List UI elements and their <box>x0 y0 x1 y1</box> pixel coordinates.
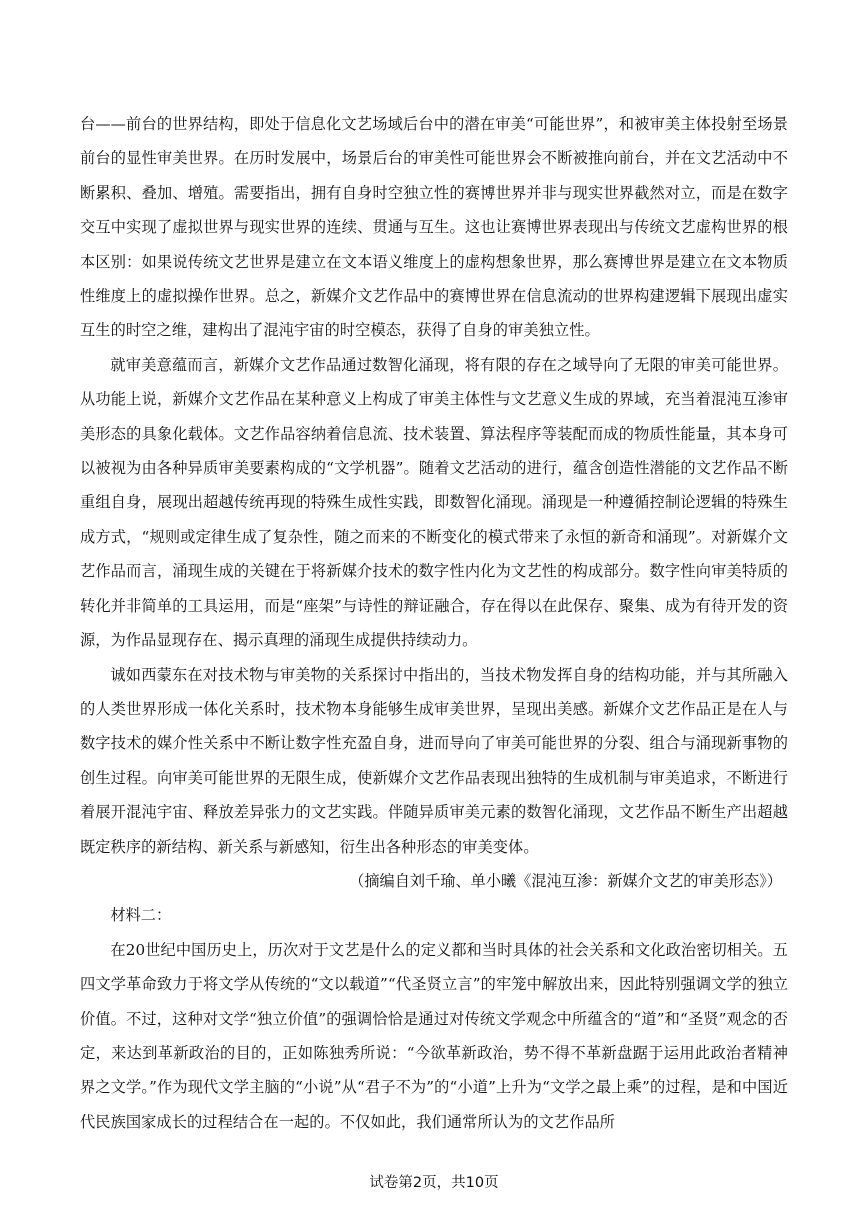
exam-page-body <box>80 107 788 1139</box>
material-two-label: 材料二： <box>110 906 172 925</box>
paragraph-simondon: 诚如西蒙东在对技术物与审美物的关系探讨中指出的，当技术物发挥自身的结构功能，并与其所融入的人类世界形成一体化关系时，技术物本身能够生成审美世界，呈现出美感。新媒介文艺作品正是在人与数字技术的媒介性关系中不断让数字性充盈自身，进而导向了审美可能世界的分裂、组合与涌现新事物的创生过程。向审美可能世界的无限生成，使新媒介文艺作品表现出独特的生成机制与审美追求，不断进行着展开混沌宇宙、释放差异张力的文艺实践。伴随异质审美元素的数智化涌现，文艺作品不断生产出超越既定秩序的新结构、新关系与新感知，衍生出各种形态的审美变体。 <box>80 665 788 856</box>
paragraph-continued: 台——前台的世界结构，即处于信息化文艺场域后台中的潜在审美“可能世界”，和被审美主体投射至场景前台的显性审美世界。在历时发展中，场景后台的审美性可能世界会不断被推向前台，并在文艺活动中不断累积、叠加、增殖。需要指出，拥有自身时空独立性的赛博世界并非与现实世界截然对立，而是在数字交互中实现了虚拟世界与现实世界的连续、贯通与互生。这也让赛博世界表现出与传统文艺虚构世界的根本区别：如果说传统文艺世界是建立在文本语义维度上的虚构想象世界，那么赛博世界是建立在文本物质性维度上的虚拟操作世界。总之，新媒介文艺作品中的赛博世界在信息流动的世界构建逻辑下展现出虚实互生的时空之维，建构出了混沌宇宙的时空模态，获得了自身的审美独立性。 <box>80 115 788 340</box>
paragraph-aesthetic-meaning: 就审美意蕴而言，新媒介文艺作品通过数智化涌现，将有限的存在之域导向了无限的审美可能世界。从功能上说，新媒介文艺作品在某种意义上构成了审美主体性与文艺意义生成的界域，充当着混沌互渗审美形态的具象化载体。文艺作品容纳着信息流、技术装置、算法程序等装配而成的物质性能量，其本身可以被视为由各种异质审美要素构成的“文学机器”。随着文艺活动的进行，蕴含创造性潜能的文艺作品不断重组自身，展现出超越传统再现的特殊生成性实践，即数智化涌现。涌现是一种遵循控制论逻辑的特殊生成方式，“规则或定律生成了复杂性，随之而来的不断变化的模式带来了永恒的新奇和涌现”。对新媒介文艺作品而言，涌现生成的关键在于将新媒介技术的数字性内化为文艺性的构成部分。数字性向审美特质的转化并非简单的工具运用，而是“座架”与诗性的辩证融合，存在得以在此保存、聚集、成为有待开发的资源，为作品显现存在、揭示真理的涌现生成提供持续动力。 <box>80 355 788 650</box>
paragraph-material-two: 在20世纪中国历史上，历次对于文艺是什么的定义都和当时具体的社会关系和文化政治密切相关。五四文学革命致力于将文学从传统的“文以载道”“代圣贤立言”的牢笼中解放出来，因此特别强调文学的独立价值。不过，这种对文学“独立价值”的强调恰恰是通过对传统文学观念中所蕴含的“道”和“圣贤”观念的否定，来达到革新政治的目的，正如陈独秀所说：“今欲革新政治，势不得不革新盘踞于运用此政治者精神界之文学。”作为现代文学主脑的“小说”从“君子不为”的“小道”上升为“文学之最上乘”的过程，是和中国近代民族国家成长的过程结合在一起的。不仅如此，我们通常所认为的文艺作品所 <box>80 940 788 1131</box>
page-number-footer: 试卷第2页，共10页 <box>369 1175 499 1191</box>
source-citation: （摘编自刘千瑜、单小曦《混沌互渗：新媒介文艺的审美形态》） <box>349 871 782 890</box>
